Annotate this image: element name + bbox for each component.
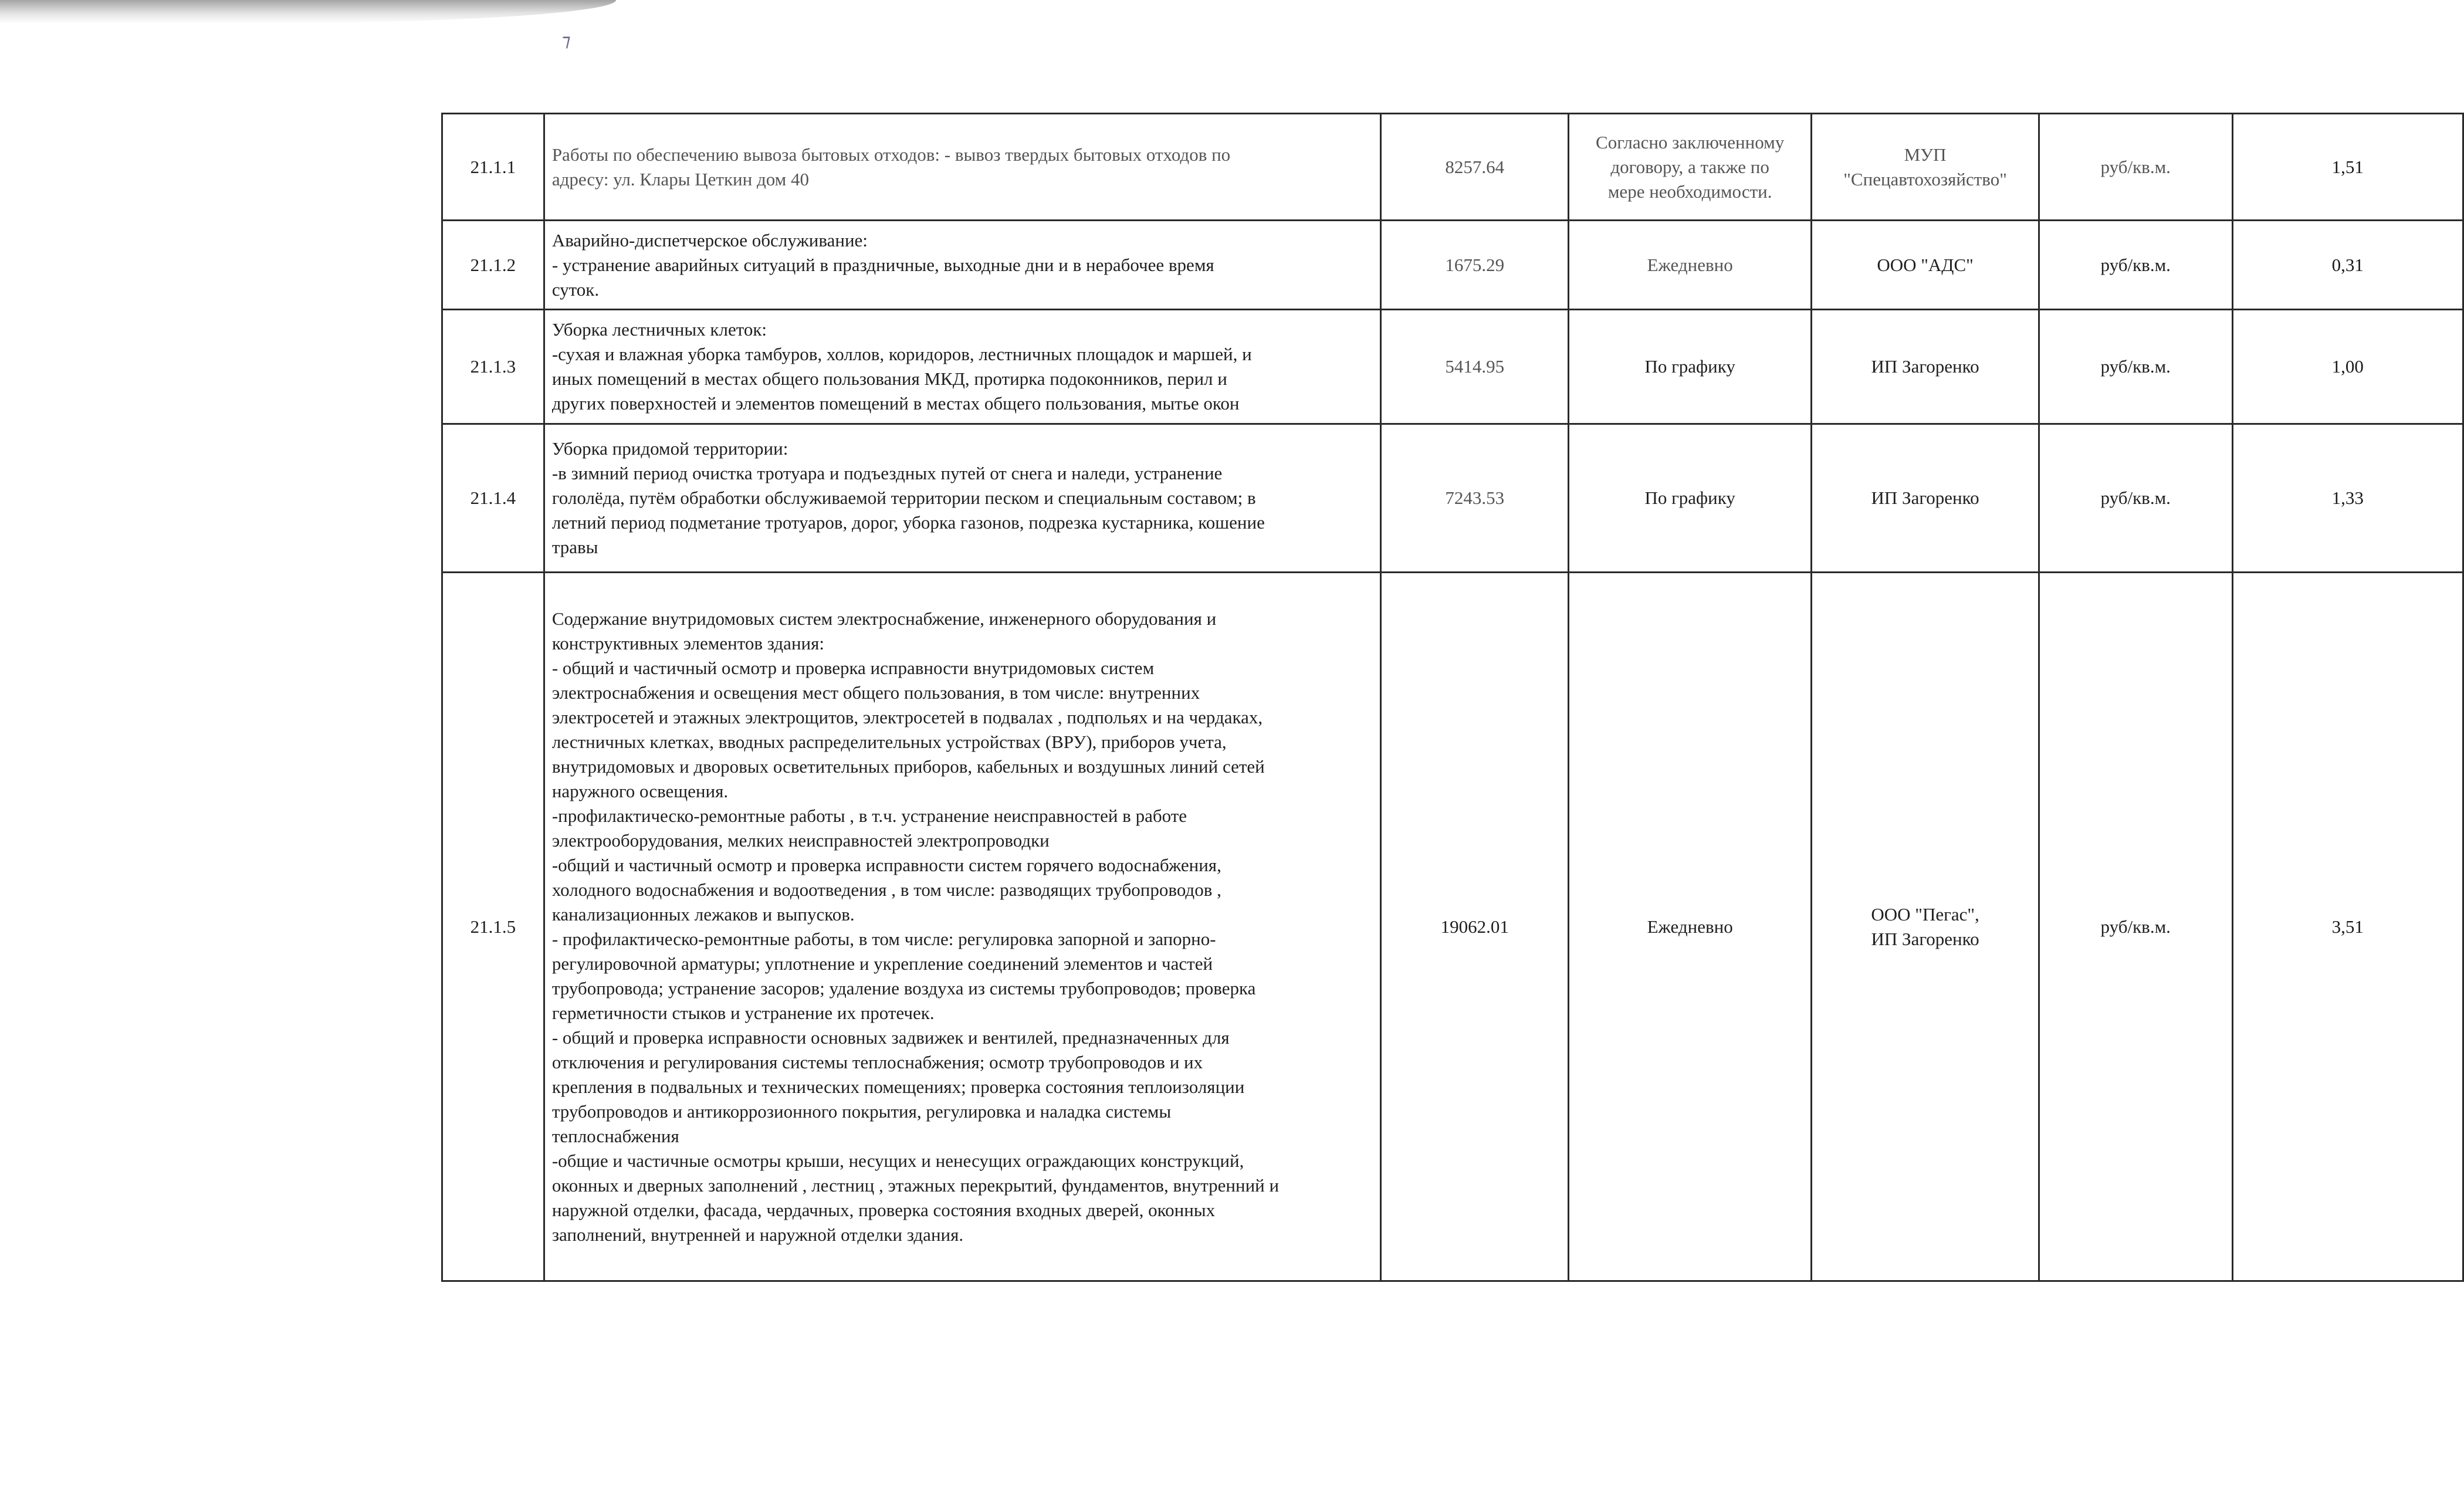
row-code: 21.1.1 xyxy=(442,114,544,221)
row-cost: 7243.53 xyxy=(1381,424,1569,573)
table-row xyxy=(442,114,2463,221)
services-table xyxy=(441,113,2464,1282)
row-contractor: ООО "АДС" xyxy=(1812,221,2039,310)
row-description: Уборка лестничных клеток: -сухая и влажная уборка тамбуров, холлов, коридоров, лестничных площадок и маршей, и иных помещений в местах общего пользования МКД, протирка подоконников, перил и других поверхностей и элементов помещений в местах общего пользования, мытье окон xyxy=(544,310,1381,424)
row-frequency: По графику xyxy=(1569,424,1812,573)
row-unit: руб/кв.м. xyxy=(2039,221,2232,310)
row-unit: руб/кв.м. xyxy=(2039,424,2232,573)
scan-shadow xyxy=(0,0,616,23)
row-unit: руб/кв.м. xyxy=(2039,310,2232,424)
row-contractor: ООО "Пегас", ИП Загоренко xyxy=(1812,573,2039,1281)
table-row xyxy=(442,573,2463,1281)
row-description: Содержание внутридомовых систем электроснабжение, инженерного оборудования и конструктивных элементов здания: - общий и частичный осмотр и проверка исправности внутридомовых систем электроснабжения и освещения мест общего пользования, в том числе: внутренних электросетей и этажных электрощитов, электросетей в подвалах , подпольях и на чердаках, лестничных клетках, вводных распределительных устройствах (ВРУ), приборов учета, внутридомовых и дворовых осветительных приборов, кабельных и воздушных линий сетей наружного освещения. -профилактическо-ремонтные работы , в т.ч. устранение неисправностей в работе электрооборудования, мелких неисправностей электропроводки -общий и частичный осмотр и проверка исправности систем горячего водоснабжения, холодного водоснабжения и водоотведения , в том числе: разводящих трубопроводов , канализационных лежаков и выпусков. - профилактическо-ремонтные работы, в том числе: регулировка запорной и запорно- регулировочной арматуры; уплотнение и укрепление соединений элементов и частей трубопровода; устранение засоров; удаление воздуха из системы трубопроводов; проверка герметичности стыков и устранение их протечек. - общий и проверка исправности основных задвижек и вентилей, предназначенных для отключения и регулирования системы теплоснабжения; осмотр трубопроводов и их крепления в подвальных и технических помещениях; проверка состояния теплоизоляции трубопроводов и антикоррозионного покрытия, регулировка и наладка системы теплоснабжения -общие и частичные осмотры крыши, несущих и ненесущих ограждающих конструкций, оконных и дверных заполнений , лестниц , этажных перекрытий, фундаментов, внутренний и наружной отделки, фасада, чердачных, проверка состояния входных дверей, оконных заполнений, внутренней и наружной отделки здания. xyxy=(544,573,1381,1281)
row-frequency: По графику xyxy=(1569,310,1812,424)
row-cost: 19062.01 xyxy=(1381,573,1569,1281)
row-rate: 3,51 xyxy=(2232,573,2463,1281)
row-unit: руб/кв.м. xyxy=(2039,114,2232,221)
row-description: Работы по обеспечению вывоза бытовых отходов: - вывоз твердых бытовых отходов по адресу: ул. Клары Цеткин дом 40 xyxy=(544,114,1381,221)
row-description: Уборка придомой территории: -в зимний период очистка тротуара и подъездных путей от снега и наледи, устранение гололёда, путём обработки обслуживаемой территории песком и специальным составом; в летний период подметание тротуаров, дорог, уборка газонов, подрезка кустарника, кошение травы xyxy=(544,424,1381,573)
row-frequency: Ежедневно xyxy=(1569,221,1812,310)
row-rate: 1,51 xyxy=(2232,114,2463,221)
row-frequency: Согласно заключенному договору, а также по мере необходимости. xyxy=(1569,114,1812,221)
row-code: 21.1.3 xyxy=(442,310,544,424)
table-row xyxy=(442,424,2463,573)
row-contractor: ИП Загоренко xyxy=(1812,310,2039,424)
row-cost: 5414.95 xyxy=(1381,310,1569,424)
table-row xyxy=(442,310,2463,424)
row-code: 21.1.4 xyxy=(442,424,544,573)
row-code: 21.1.5 xyxy=(442,573,544,1281)
row-frequency: Ежедневно xyxy=(1569,573,1812,1281)
row-unit: руб/кв.м. xyxy=(2039,573,2232,1281)
row-contractor: МУП "Спецавтохозяйство" xyxy=(1812,114,2039,221)
row-rate: 1,33 xyxy=(2232,424,2463,573)
scan-mark: ⁊ xyxy=(562,31,571,50)
row-rate: 1,00 xyxy=(2232,310,2463,424)
row-description: Аварийно-диспетчерское обслуживание: - устранение аварийных ситуаций в праздничные, выходные дни и в нерабочее время суток. xyxy=(544,221,1381,310)
row-cost: 1675.29 xyxy=(1381,221,1569,310)
row-rate: 0,31 xyxy=(2232,221,2463,310)
row-contractor: ИП Загоренко xyxy=(1812,424,2039,573)
table-row xyxy=(442,221,2463,310)
row-code: 21.1.2 xyxy=(442,221,544,310)
row-cost: 8257.64 xyxy=(1381,114,1569,221)
